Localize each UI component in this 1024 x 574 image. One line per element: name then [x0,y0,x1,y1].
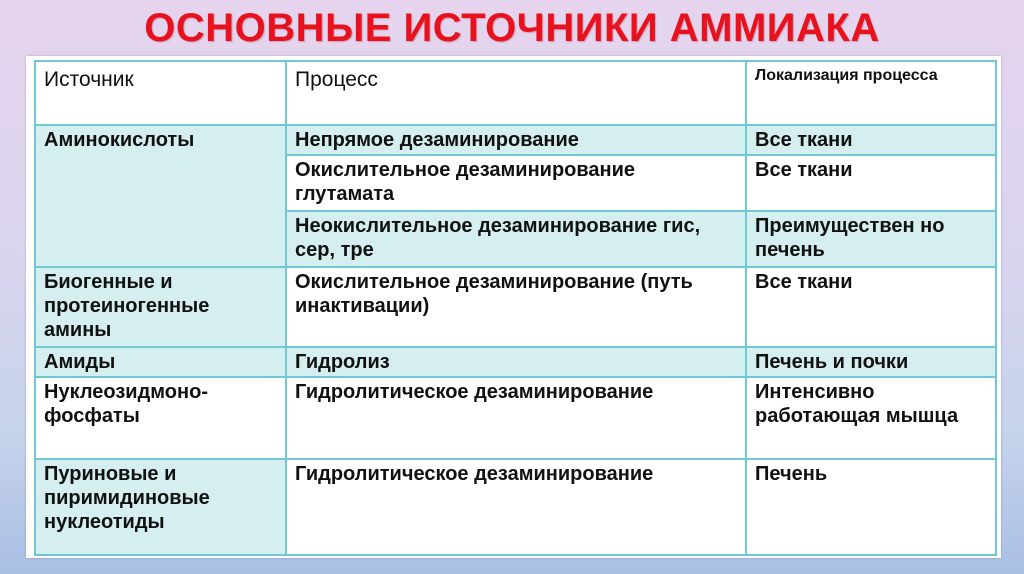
cell-location: Интенсивно работающая мышца [746,377,996,459]
cell-process: Неокислительное дезаминирование гис, сер, тре [286,211,746,267]
page-title: ОСНОВНЫЕ ИСТОЧНИКИ АММИАКА [144,6,880,50]
cell-process: Окислительное дезаминирование (путь инактивации) [286,267,746,347]
cell-location: Преимуществен но печень [746,211,996,267]
table-row [35,347,996,377]
cell-source: Нуклеозидмоно-фосфаты [35,377,286,459]
cell-location: Печень [746,459,996,555]
cell-location: Все ткани [746,125,996,155]
header-process: Процесс [286,61,746,125]
cell-process: Непрямое дезаминирование [286,125,746,155]
cell-process: Гидролитическое дезаминирование [286,459,746,555]
table-row [35,377,996,459]
table-row [35,459,996,555]
cell-process: Окислительное дезаминирование глутамата [286,155,746,211]
cell-location: Все ткани [746,267,996,347]
table-row [35,125,996,155]
table-row [35,267,996,347]
cell-source: Пуриновые и пиримидиновые нуклеотиды [35,459,286,555]
cell-source: Биогенные и протеиногенные амины [35,267,286,347]
cell-source: Аминокислоты [35,125,286,267]
cell-source: Амиды [35,347,286,377]
cell-process: Гидролиз [286,347,746,377]
cell-location: Все ткани [746,155,996,211]
cell-process: Гидролитическое дезаминирование [286,377,746,459]
header-source: Источник [35,61,286,125]
table-header-row [35,61,996,125]
ammonia-sources-table-container [26,56,1001,558]
cell-location: Печень и почки [746,347,996,377]
header-location: Локализация процесса [746,61,996,125]
ammonia-sources-table [34,60,997,556]
